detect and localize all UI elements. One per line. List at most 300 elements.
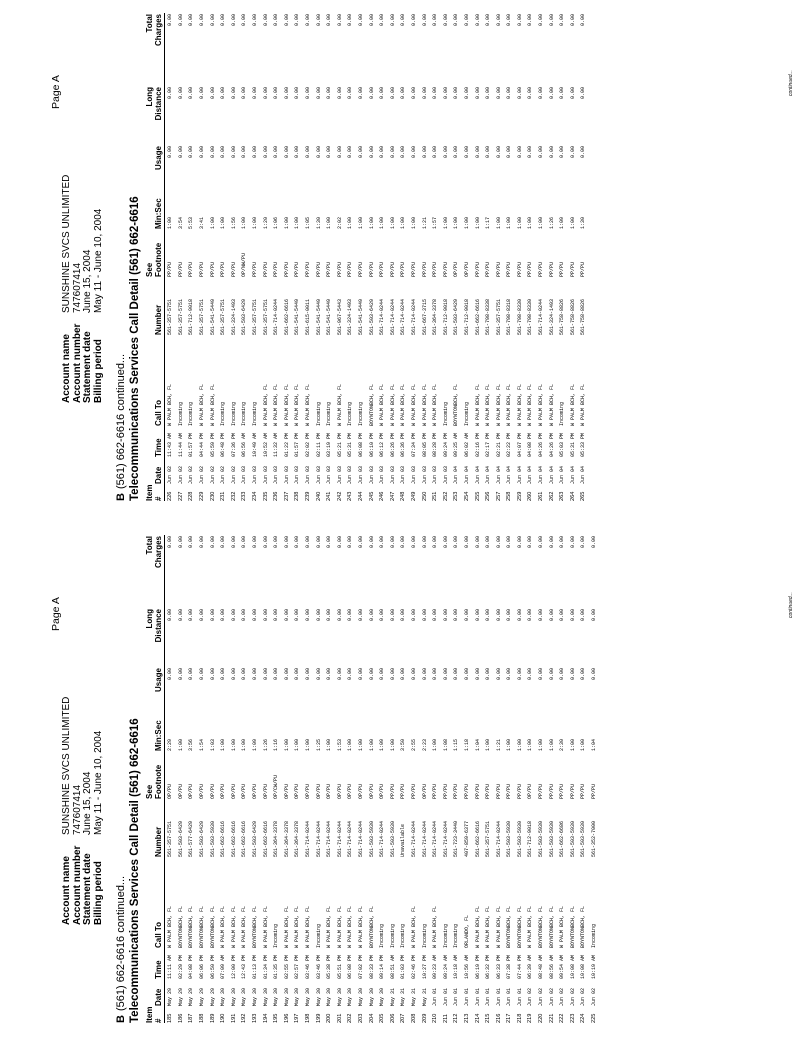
cell-footnote: OP/PU: [188, 783, 195, 799]
cell-number: 561-357-5751: [495, 298, 502, 335]
cell-number: 561-714-0244: [389, 298, 396, 335]
cell-date: May 29: [167, 987, 174, 1006]
cell-long: 0.00: [262, 87, 269, 100]
cell-total: 0.00: [220, 536, 227, 549]
cell-item: 195: [273, 1013, 280, 1023]
cell-minsec: 1:25: [315, 738, 322, 751]
cell-long: 0.00: [252, 87, 259, 100]
cell-long: 0.00: [199, 87, 206, 100]
cell-total: 0.00: [209, 536, 216, 549]
cell-time: 06:06 PM: [199, 954, 206, 979]
cell-number: 561-503-5930: [506, 820, 513, 857]
cell-minsec: 1:00: [389, 216, 396, 229]
cell-usage: 0.00: [167, 668, 174, 681]
table-row: [440, 13, 451, 501]
cell-number: 561-503-5930: [516, 820, 523, 857]
cell-item: 196: [283, 1013, 290, 1023]
table-row: [271, 13, 282, 501]
cell-call-to: W PALM BCH, FL: [294, 383, 301, 426]
cell-long: 0.00: [474, 87, 481, 100]
cell-item: 258: [506, 491, 513, 501]
cell-number: 561-662-6616: [230, 820, 237, 857]
cell-footnote: PP/PU: [432, 783, 439, 799]
cell-time: 07:09 AM: [220, 954, 227, 979]
cell-number: 561-714-0244: [410, 820, 417, 857]
cell-time: 06:08 PM: [347, 954, 354, 979]
cell-time: 01:22 PM: [283, 432, 290, 457]
cell-minsec: 1:00: [453, 216, 460, 229]
cell-call-to: BOYNTONBCH, FL: [548, 905, 555, 948]
table-row: [260, 13, 271, 501]
cell-long: 0.00: [209, 609, 216, 622]
cell-item: 206: [389, 1013, 396, 1023]
cell-usage: 0.00: [389, 146, 396, 159]
cell-minsec: 1:00: [294, 216, 301, 229]
cell-total: 0.00: [410, 14, 417, 27]
cell-usage: 0.00: [273, 668, 280, 681]
cell-footnote: PP/PU: [389, 783, 396, 799]
cell-long: 0.00: [538, 87, 545, 100]
table-row: [504, 13, 515, 501]
cell-total: 0.00: [527, 14, 534, 27]
cell-number: 561-503-6429: [453, 298, 460, 335]
cell-total: 0.00: [167, 536, 174, 549]
cell-footnote: PP/PU: [506, 783, 513, 799]
table-row: [324, 535, 335, 1023]
cell-footnote: OP/CW/PU: [273, 774, 280, 799]
table-row: [409, 13, 420, 501]
cell-call-to: W PALM BCH, FL: [485, 905, 492, 948]
cell-number: 561-357-5751: [199, 298, 206, 335]
cell-item: 220: [538, 1013, 545, 1023]
cell-minsec: 1:18: [463, 738, 470, 751]
cell-total: 0.00: [379, 14, 386, 27]
cell-call-to: W PALM BCH, FL: [516, 383, 523, 426]
cell-footnote: OP/PU: [357, 783, 364, 799]
col-distance: Distance: [154, 87, 163, 121]
cell-item: 190: [220, 1013, 227, 1023]
col-total: Total: [145, 14, 154, 33]
cell-number: 561-357-5751: [167, 298, 174, 335]
cell-item: 248: [400, 491, 407, 501]
cell-long: 0.00: [548, 609, 555, 622]
table-row: [462, 535, 473, 1023]
table-row: [239, 13, 250, 501]
cell-call-to: Incoming: [326, 401, 333, 426]
cell-date: Jun 03: [326, 465, 333, 484]
table-row: [451, 535, 462, 1023]
cell-footnote: OP/PU: [241, 783, 248, 799]
cell-footnote: OP/PU: [315, 783, 322, 799]
cell-long: 0.00: [495, 87, 502, 100]
cell-long: 0.00: [336, 609, 343, 622]
cell-time: 04:44 PM: [199, 432, 206, 457]
cell-long: 0.00: [230, 609, 237, 622]
page-label: Page A: [50, 597, 62, 631]
page-label: Page A: [50, 75, 62, 109]
cell-usage: 0.00: [379, 146, 386, 159]
cell-call-to: Incoming: [421, 923, 428, 948]
cell-time: 04:26 PM: [538, 432, 545, 457]
cell-time: 04:08 PM: [188, 954, 195, 979]
cell-total: 0.00: [357, 14, 364, 27]
cell-date: Jun 01: [432, 987, 439, 1006]
cell-minsec: 1:00: [527, 738, 534, 751]
cell-minsec: 1:00: [357, 738, 364, 751]
cell-footnote: OP/PU: [209, 783, 216, 799]
cell-minsec: 1:56: [230, 216, 237, 229]
cell-time: 10:08 AM: [569, 954, 576, 979]
cell-long: 0.00: [167, 609, 174, 622]
cell-minsec: 1:09: [252, 738, 259, 751]
cell-minsec: 1:16: [273, 738, 280, 751]
cell-time: 06:33 PM: [495, 954, 502, 979]
cell-time: 05:31 PM: [569, 432, 576, 457]
cell-minsec: 1:00: [580, 738, 587, 751]
cell-call-to: W PALM BCH, FL: [167, 905, 174, 948]
table-row: [292, 13, 303, 501]
cell-minsec: 2:29: [167, 738, 174, 751]
cell-footnote: OP/PU: [167, 783, 174, 799]
cell-total: 0.00: [315, 536, 322, 549]
cell-total: 0.00: [252, 14, 259, 27]
cell-time: 02:02 PM: [305, 432, 312, 457]
cell-total: 0.00: [569, 14, 576, 27]
cell-usage: 0.00: [432, 668, 439, 681]
table-row: [335, 535, 346, 1023]
cell-footnote: PP/PU: [527, 261, 534, 277]
table-row: [568, 535, 579, 1023]
table-row: [282, 535, 293, 1023]
cell-footnote: PP/PU: [336, 261, 343, 277]
cell-number: 407-859-6377: [463, 820, 470, 857]
cell-footnote: PP/PU: [548, 261, 555, 277]
cell-date: Jun 03: [432, 465, 439, 484]
cell-time: 02:11 PM: [315, 432, 322, 457]
cell-footnote: PP/PU: [177, 261, 184, 277]
cell-usage: 0.00: [527, 146, 534, 159]
cell-long: 0.00: [347, 609, 354, 622]
cell-minsec: 1:00: [220, 216, 227, 229]
cell-usage: 0.00: [188, 668, 195, 681]
cell-minsec: 1:00: [347, 216, 354, 229]
cell-item: 262: [548, 491, 555, 501]
cell-minsec: 1:17: [485, 216, 492, 229]
cell-number: 561-798-8330: [516, 298, 523, 335]
cell-total: 0.00: [421, 14, 428, 27]
col-charges: Charges: [154, 536, 163, 569]
cell-call-to: BOYNTONBCH, FL: [252, 905, 259, 948]
col-footnote: [145, 229, 165, 277]
cell-call-to: W PALM BCH, FL: [580, 383, 587, 426]
cell-number: 561-541-5449: [357, 298, 364, 335]
cell-minsec: 2:02: [336, 216, 343, 229]
cell-date: Jun 04: [506, 465, 513, 484]
table-row: [229, 535, 240, 1023]
cell-date: Jun 04: [463, 465, 470, 484]
cell-footnote: OP/PU: [177, 783, 184, 799]
cell-long: 0.00: [177, 87, 184, 100]
cell-time: 09:24 AM: [442, 954, 449, 979]
cell-time: 08:05 PM: [421, 432, 428, 457]
cell-date: Jun 03: [315, 465, 322, 484]
cell-call-to: W PALM BCH, FL: [283, 383, 290, 426]
cell-call-to: W PALM BCH, FL: [432, 905, 439, 948]
cell-time: 10:18 AM: [453, 954, 460, 979]
cell-item: 239: [305, 491, 312, 501]
cell-date: Jun 03: [252, 465, 259, 484]
cell-number: 561-357-5751: [167, 820, 174, 857]
cell-long: 0.00: [283, 87, 290, 100]
cell-call-to: Incoming: [315, 923, 322, 948]
cell-time: 02:46 PM: [410, 954, 417, 979]
table-row: [493, 535, 504, 1023]
cell-total: 0.00: [357, 536, 364, 549]
cell-minsec: 1:15: [453, 738, 460, 751]
cell-number: 561-503-5930: [209, 820, 216, 857]
cell-call-to: W PALM BCH, FL: [569, 383, 576, 426]
cell-item: 197: [294, 1013, 301, 1023]
col-total-charges: [145, 535, 165, 608]
cell-time: 02:16 PM: [474, 432, 481, 457]
cell-number: 561-712-9018: [463, 298, 470, 335]
table-row: [239, 535, 250, 1023]
cell-minsec: 2:55: [410, 738, 417, 751]
cell-total: 0.00: [463, 14, 470, 27]
cell-date: May 30: [230, 987, 237, 1006]
cell-number: 561-662-6616: [241, 820, 248, 857]
cell-total: 0.00: [400, 536, 407, 549]
cell-time: 05:03 PM: [559, 432, 566, 457]
cell-time: 09:14 PM: [379, 954, 386, 979]
cell-minsec: 1:30: [315, 216, 322, 229]
cell-usage: 0.00: [506, 146, 513, 159]
cell-date: Jun 04: [569, 465, 576, 484]
cell-item: 207: [400, 1013, 407, 1023]
cell-usage: 0.00: [453, 146, 460, 159]
col-footnote: [145, 751, 165, 799]
cell-footnote: PP/PU: [368, 261, 375, 277]
cell-number: 561-503-5930: [538, 820, 545, 857]
table-row: [218, 535, 229, 1023]
cell-call-to: W PALM BCH, FL: [209, 383, 216, 426]
cell-date: May 30: [262, 987, 269, 1006]
cell-long: 0.00: [410, 87, 417, 100]
cell-usage: 0.00: [283, 668, 290, 681]
cell-long: 0.00: [199, 609, 206, 622]
section-prefix: B: [115, 1015, 127, 1023]
cell-total: 0.00: [538, 536, 545, 549]
col-item: Item #: [145, 1006, 163, 1023]
cell-time: 06:08 PM: [357, 432, 364, 457]
cell-time: 09:24 PM: [442, 432, 449, 457]
cell-time: 07:36 PM: [230, 432, 237, 457]
cell-minsec: 1:09: [379, 738, 386, 751]
cell-number: 561-662-6616: [220, 820, 227, 857]
cell-item: 265: [580, 491, 587, 501]
cell-date: Jun 02: [188, 465, 195, 484]
cell-total: 0.00: [188, 14, 195, 27]
cell-time: 08:33 PM: [368, 954, 375, 979]
cell-item: 241: [326, 491, 333, 501]
section-title: [115, 354, 127, 501]
cell-usage: 0.00: [474, 668, 481, 681]
cell-date: Jun 03: [294, 465, 301, 484]
table-row: [440, 535, 451, 1023]
cell-call-to: BOYNTONBCH, FL: [516, 905, 523, 948]
cell-call-to: BOYNTONBCH, FL: [569, 905, 576, 948]
cell-time: 10:49 AM: [252, 432, 259, 457]
cell-total: 0.00: [294, 14, 301, 27]
cell-minsec: 1:00: [368, 738, 375, 751]
table-row: [536, 535, 547, 1023]
cell-item: 224: [580, 1013, 587, 1023]
cell-time: 12:43 PM: [241, 954, 248, 979]
cell-time: 06:39 AM: [527, 954, 534, 979]
cell-date: Jun 01: [474, 987, 481, 1006]
cell-time: 05:38 PM: [326, 954, 333, 979]
cell-total: 0.00: [305, 14, 312, 27]
cell-long: 0.00: [506, 609, 513, 622]
cell-time: 06:36 PM: [400, 432, 407, 457]
cell-long: 0.00: [591, 609, 598, 622]
cell-usage: 0.00: [410, 146, 417, 159]
cell-call-to: Incoming: [591, 923, 598, 948]
cell-call-to: W PALM BCH, FL: [283, 905, 290, 948]
cell-date: Jun 01: [453, 987, 460, 1006]
cell-footnote: OP/NW/PU: [241, 252, 248, 277]
cell-date: May 30: [294, 987, 301, 1006]
col-see: See: [145, 784, 154, 799]
call-rows: [165, 13, 589, 501]
cell-number: 561-352-7000: [591, 820, 598, 857]
cell-call-to: W PALM BCH, FL: [506, 383, 513, 426]
cell-minsec: 1:00: [485, 738, 492, 751]
table-row: [324, 13, 335, 501]
cell-item: 237: [283, 491, 290, 501]
cell-minsec: 3:56: [188, 738, 195, 751]
cell-usage: 0.00: [220, 668, 227, 681]
cell-usage: 0.00: [177, 668, 184, 681]
cell-usage: 0.00: [305, 146, 312, 159]
cell-date: May 30: [241, 987, 248, 1006]
table-row: [525, 13, 536, 501]
table-row: [345, 13, 356, 501]
table-row: [366, 13, 377, 501]
cell-total: 0.00: [273, 536, 280, 549]
cell-call-to: W PALM BCH, FL: [495, 905, 502, 948]
cell-date: Jun 04: [516, 465, 523, 484]
cell-call-to: W PALM BCH, FL: [474, 905, 481, 948]
cell-total: 0.00: [548, 536, 555, 549]
statement-page: [0, 522, 809, 1043]
cell-item: 242: [336, 491, 343, 501]
cell-time: 08:48 AM: [538, 954, 545, 979]
cell-number: 561-503-6429: [368, 298, 375, 335]
cell-usage: 0.00: [400, 146, 407, 159]
cell-usage: 0.00: [230, 668, 237, 681]
cell-date: Jun 02: [527, 987, 534, 1006]
table-row: [504, 535, 515, 1023]
cell-total: 0.00: [230, 536, 237, 549]
continued-note: continued...: [788, 592, 794, 618]
cell-call-to: ORLANDO, FL: [463, 914, 470, 948]
col-usage: Usage: [154, 146, 163, 171]
table-row: [197, 13, 208, 501]
cell-minsec: 1:00: [389, 738, 396, 751]
cell-long: 0.00: [527, 87, 534, 100]
cell-item: 250: [421, 491, 428, 501]
cell-call-to: BOYNTONBCH, FL: [538, 905, 545, 948]
cell-item: 228: [188, 491, 195, 501]
cell-usage: 0.00: [506, 668, 513, 681]
cell-total: 0.00: [283, 536, 290, 549]
col-number: Number: [154, 826, 163, 857]
cell-footnote: OP/PU: [463, 261, 470, 277]
cell-usage: 0.00: [199, 668, 206, 681]
cell-time: 01:35 PM: [273, 954, 280, 979]
cell-call-to: Incoming: [252, 401, 259, 426]
cell-minsec: 1:00: [516, 738, 523, 751]
cell-usage: 0.00: [167, 146, 174, 159]
cell-number: 561-503-6429: [177, 820, 184, 857]
cell-footnote: PP/PU: [209, 261, 216, 277]
cell-minsec: 1:00: [326, 738, 333, 751]
cell-usage: 0.00: [305, 668, 312, 681]
table-row: [229, 13, 240, 501]
table-row: [186, 13, 197, 501]
cell-call-to: BOYNTONBCH, FL: [209, 905, 216, 948]
cell-date: May 31: [400, 987, 407, 1006]
cell-call-to: W PALM BCH, FL: [410, 905, 417, 948]
cell-footnote: OP/PU: [453, 261, 460, 277]
cell-total: 0.00: [506, 14, 513, 27]
cell-usage: 0.00: [495, 146, 502, 159]
cell-long: 0.00: [273, 609, 280, 622]
cell-number: 561-714-0244: [336, 820, 343, 857]
cell-number: 561-712-9018: [188, 298, 195, 335]
table-row: [186, 535, 197, 1023]
call-detail-heading: Telecommunications Services Call Detail (561) 662-6616: [129, 196, 141, 501]
cell-item: 254: [463, 491, 470, 501]
cell-date: Jun 02: [538, 987, 545, 1006]
cell-footnote: PP/PU: [506, 261, 513, 277]
cell-minsec: 1:57: [432, 216, 439, 229]
cell-total: 0.00: [474, 14, 481, 27]
cell-number: 561-541-5449: [315, 298, 322, 335]
cell-minsec: 1:06: [273, 216, 280, 229]
table-row: [493, 13, 504, 501]
cell-total: 0.00: [315, 14, 322, 27]
table-row: [430, 535, 441, 1023]
cell-number: 561-798-8318: [506, 298, 513, 335]
cell-footnote: PP/PU: [379, 261, 386, 277]
table-row: [462, 13, 473, 501]
cell-date: Jun 02: [569, 987, 576, 1006]
cell-usage: 0.00: [569, 146, 576, 159]
cell-footnote: OP/PU: [230, 783, 237, 799]
cell-call-to: Incoming: [400, 923, 407, 948]
cell-date: Jun 04: [538, 465, 545, 484]
cell-number: 561-714-0244: [495, 820, 502, 857]
cell-number: 561-714-0244: [305, 820, 312, 857]
col-minsec: Min:Sec: [154, 198, 163, 229]
cell-footnote: OP/PU: [199, 783, 206, 799]
cell-minsec: 1:00: [283, 738, 290, 751]
cell-time: 06:48 PM: [220, 432, 227, 457]
cell-long: 0.00: [389, 609, 396, 622]
cell-date: Jun 03: [379, 465, 386, 484]
